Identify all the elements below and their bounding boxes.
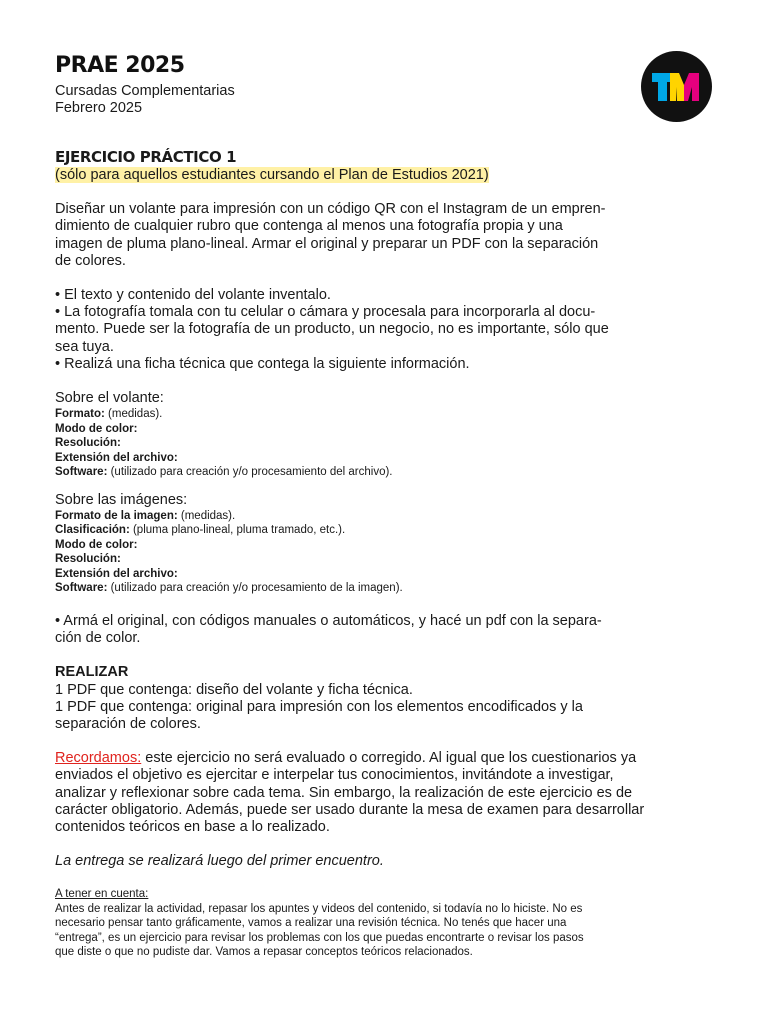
bullet-line: • La fotografía tomala con tu celular o cámara y procesala para incorporarla al docu- bbox=[55, 304, 596, 321]
tm-logo bbox=[641, 51, 712, 122]
field-label: Modo de color: bbox=[55, 422, 138, 435]
field-value: (pluma plano-lineal, pluma tramado, etc.). bbox=[129, 524, 346, 537]
text-line: ción de color. bbox=[55, 630, 141, 647]
text-line: de colores. bbox=[55, 252, 126, 269]
entrega-note: La entrega se realizará luego del primer encuentro. bbox=[55, 853, 384, 870]
volante-section bbox=[55, 390, 715, 480]
text-line: “entrega”, es un ejercicio para revisar los problemas con los que puedas encontrarte o revisar los pasos bbox=[55, 931, 584, 944]
imagenes-section bbox=[55, 492, 715, 596]
bullet-line: • El texto y contenido del volante inventalo. bbox=[55, 287, 331, 304]
bullet-line: • Realizá una ficha técnica que contega la siguiente información. bbox=[55, 355, 470, 372]
field-label: Extensión del archivo: bbox=[55, 567, 178, 580]
tm-logo-mark bbox=[641, 51, 712, 122]
text-line: separación de colores. bbox=[55, 715, 201, 732]
text-line: carácter obligatorio. Además, puede ser usado durante la mesa de examen para desarrollar bbox=[55, 801, 645, 818]
text-line: 1 PDF que contenga: diseño del volante y ficha técnica. bbox=[55, 681, 413, 698]
text-line: imagen de pluma plano-lineal. Armar el original y preparar un PDF con la separación bbox=[55, 235, 599, 252]
field-label: Clasificación: bbox=[55, 524, 130, 537]
subtitle-line: Cursadas Complementarias bbox=[55, 83, 235, 99]
intro-paragraph bbox=[55, 201, 715, 270]
field-value: (utilizado para creación y/o procesamiento de la imagen). bbox=[107, 582, 403, 595]
exercise-body bbox=[55, 148, 715, 960]
section-heading: Sobre el volante: bbox=[55, 390, 164, 407]
text-line: este ejercicio no será evaluado o corregido. Al igual que los cuestionarios ya bbox=[141, 750, 637, 767]
realizar-section bbox=[55, 664, 715, 733]
tener-section bbox=[55, 887, 715, 960]
realizar-heading: REALIZAR bbox=[55, 664, 129, 681]
field-value: (medidas). bbox=[104, 408, 163, 421]
bullet-line: sea tuya. bbox=[55, 338, 114, 355]
text-line: 1 PDF que contenga: original para impresión con los elementos encodificados y la bbox=[55, 698, 583, 715]
field-label: Formato: bbox=[55, 408, 105, 421]
text-line: • Armá el original, con códigos manuales o automáticos, y hacé un pdf con la separa- bbox=[55, 612, 602, 629]
document-title: PRAE 2025 bbox=[55, 53, 185, 78]
recordamos-paragraph bbox=[55, 750, 715, 836]
field-label: Formato de la imagen: bbox=[55, 509, 178, 522]
text-line: contenidos teóricos en base a lo realizado. bbox=[55, 818, 330, 835]
field-label: Extensión del archivo: bbox=[55, 451, 178, 464]
text-line: Antes de realizar la actividad, repasar los apuntes y videos del contenido, si todavía no lo hiciste. No es bbox=[55, 902, 583, 915]
field-label: Software: bbox=[55, 466, 108, 479]
field-value: (medidas). bbox=[177, 509, 236, 522]
field-value: (utilizado para creación y/o procesamiento del archivo). bbox=[107, 466, 393, 479]
field-label: Resolución: bbox=[55, 437, 121, 450]
text-line: necesario pensar tanto gráficamente, vamos a realizar una revisión técnica. No tenés que hacer una bbox=[55, 917, 567, 930]
field-label: Software: bbox=[55, 582, 108, 595]
text-line: enviados el objetivo es ejercitar e interpelar tus conocimientos, invitándote a investigar, bbox=[55, 767, 614, 784]
recordamos-label: Recordamos: bbox=[55, 750, 142, 767]
field-label: Resolución: bbox=[55, 553, 121, 566]
text-line: Diseñar un volante para impresión con un código QR con el Instagram de un empren- bbox=[55, 201, 606, 218]
original-paragraph bbox=[55, 613, 715, 647]
document-subtitle bbox=[55, 83, 235, 117]
field-label: Modo de color: bbox=[55, 538, 138, 551]
section-heading: Sobre las imágenes: bbox=[55, 491, 188, 508]
subtitle-line: Febrero 2025 bbox=[55, 100, 143, 116]
text-line: que diste o que no pudiste dar. Vamos a repasar conceptos teóricos relacionados. bbox=[55, 946, 473, 959]
text-line: analizar y reflexionar sobre cada tema. Sin embargo, la realización de este ejercicio es de bbox=[55, 784, 633, 801]
bullet-line: mento. Puede ser la fotografía de un producto, un negocio, no es importante, sólo que bbox=[55, 321, 609, 338]
exercise-title: EJERCICIO PRÁCTICO 1 bbox=[55, 148, 237, 166]
bullet-list bbox=[55, 287, 715, 373]
text-line: dimiento de cualquier rubro que contenga al menos una fotografía propia y una bbox=[55, 218, 563, 235]
plan-note: (sólo para aquellos estudiantes cursando el Plan de Estudios 2021) bbox=[55, 167, 489, 183]
tener-heading: A tener en cuenta: bbox=[55, 888, 149, 901]
